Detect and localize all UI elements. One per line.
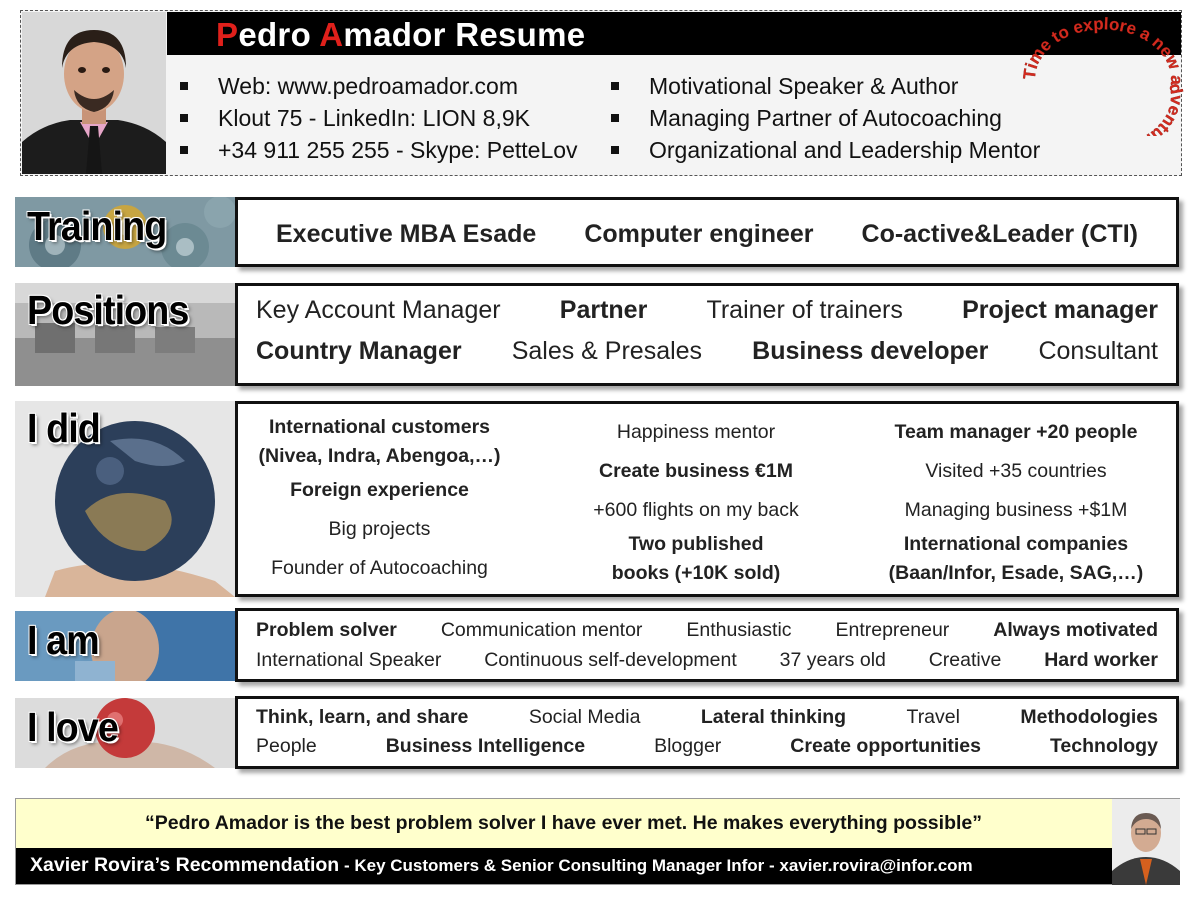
did-item: Managing business +$1M xyxy=(904,499,1128,521)
training-box xyxy=(235,197,1179,267)
section-title-love: I love xyxy=(27,704,118,750)
training-item: Computer engineer xyxy=(584,220,814,248)
section-title-training: Training xyxy=(27,203,167,249)
did-label-panel xyxy=(15,401,235,597)
section-title-did: I did xyxy=(27,405,100,451)
training-item: Co-active&Leader (CTI) xyxy=(861,220,1138,248)
am-item: Creative xyxy=(928,649,1002,671)
did-item: Two published xyxy=(628,533,764,555)
love-item: Lateral thinking xyxy=(700,706,847,728)
am-item: Problem solver xyxy=(256,619,397,641)
am-row xyxy=(238,619,1176,642)
did-column-3 xyxy=(858,413,1174,588)
love-row xyxy=(238,735,1176,758)
position-item: Country Manager xyxy=(256,337,462,365)
section-title-am: I am xyxy=(27,617,99,663)
recommender-photo xyxy=(1112,799,1180,885)
am-box xyxy=(235,608,1179,682)
contact-social: Klout 75 - LinkedIn: LION 8,9K xyxy=(180,102,578,134)
position-item: Business developer xyxy=(752,337,989,365)
recommender-details: - Key Customers & Senior Consulting Manager Infor - xavier.rovira@infor.com xyxy=(339,856,973,875)
contact-phone: +34 911 255 255 - Skype: PetteLov xyxy=(180,134,578,166)
position-item: Trainer of trainers xyxy=(706,296,903,324)
did-item: International companies xyxy=(903,533,1129,555)
am-item: 37 years old xyxy=(779,649,886,671)
am-item: Enthusiastic xyxy=(686,619,792,641)
love-item: Methodologies xyxy=(1020,706,1158,728)
contact-web: Web: www.pedroamador.com xyxy=(180,70,578,102)
love-item: Travel xyxy=(906,706,960,728)
love-box xyxy=(235,696,1179,769)
love-label-panel xyxy=(15,698,235,768)
positions-box xyxy=(235,283,1179,386)
recommendation-bar xyxy=(16,848,1112,884)
did-box xyxy=(235,401,1179,597)
did-item: International customers xyxy=(268,416,491,438)
love-item: Create opportunities xyxy=(790,735,981,757)
did-item: Create business €1M xyxy=(598,460,793,482)
contact-list xyxy=(180,70,578,166)
position-item: Project manager xyxy=(962,296,1158,324)
am-item: International Speaker xyxy=(256,649,442,671)
did-item: Foreign experience xyxy=(290,479,469,501)
position-item: Key Account Manager xyxy=(256,296,501,324)
did-item: books (+10K sold) xyxy=(611,562,781,584)
positions-row xyxy=(238,296,1176,325)
love-item: Technology xyxy=(1049,735,1158,757)
role-item: Organizational and Leadership Mentor xyxy=(611,134,1040,166)
did-item: Happiness mentor xyxy=(616,421,776,443)
stamp-text: ime to explore a new entu xyxy=(1022,16,1184,136)
recommender-name: Xavier Rovira’s Recommendation xyxy=(30,854,340,876)
role-item: Motivational Speaker & Author xyxy=(611,70,1040,102)
recommendation-panel xyxy=(15,798,1180,885)
am-item: Hard worker xyxy=(1044,649,1158,671)
roles-list xyxy=(611,70,1040,166)
am-item: Communication mentor xyxy=(440,619,643,641)
positions-label-panel xyxy=(15,283,235,386)
am-row xyxy=(238,649,1176,672)
did-column-1 xyxy=(238,413,521,588)
recommendation-quote: “Pedro Amador is the best problem solver I have ever met. He makes everything possible” xyxy=(145,812,982,834)
did-column-2 xyxy=(546,413,846,588)
role-item: Managing Partner of Autocoaching xyxy=(611,102,1040,134)
training-item: Executive MBA Esade xyxy=(276,220,537,248)
did-item: Team manager +20 people xyxy=(894,421,1138,443)
adventure-stamp xyxy=(1022,16,1184,136)
position-item: Consultant xyxy=(1038,337,1158,365)
love-item: Social Media xyxy=(528,706,641,728)
did-item: Big projects xyxy=(328,518,431,540)
am-item: Continuous self-development xyxy=(484,649,737,671)
love-row xyxy=(238,706,1176,729)
did-item: (Baan/Infor, Esade, SAG,…) xyxy=(888,562,1144,584)
did-item: Visited +35 countries xyxy=(925,460,1107,482)
love-item: Think, learn, and share xyxy=(256,706,469,728)
love-item: Blogger xyxy=(654,735,722,757)
love-item: Business Intelligence xyxy=(385,735,586,757)
did-item: +600 flights on my back xyxy=(593,499,799,521)
did-item: Founder of Autocoaching xyxy=(271,557,488,579)
am-label-panel xyxy=(15,611,235,681)
resume-title: Pedro Amador Resume xyxy=(216,16,586,53)
profile-photo xyxy=(22,12,166,174)
position-item: Sales & Presales xyxy=(511,337,703,365)
positions-row xyxy=(238,337,1176,366)
training-row xyxy=(238,220,1176,249)
training-label-panel xyxy=(15,197,235,267)
am-item: Always motivated xyxy=(993,619,1158,641)
position-item: Partner xyxy=(559,296,648,324)
did-item: (Nivea, Indra, Abengoa,…) xyxy=(258,445,501,467)
section-title-positions: Positions xyxy=(27,287,189,333)
am-item: Entrepreneur xyxy=(835,619,950,641)
love-item: People xyxy=(256,735,317,757)
